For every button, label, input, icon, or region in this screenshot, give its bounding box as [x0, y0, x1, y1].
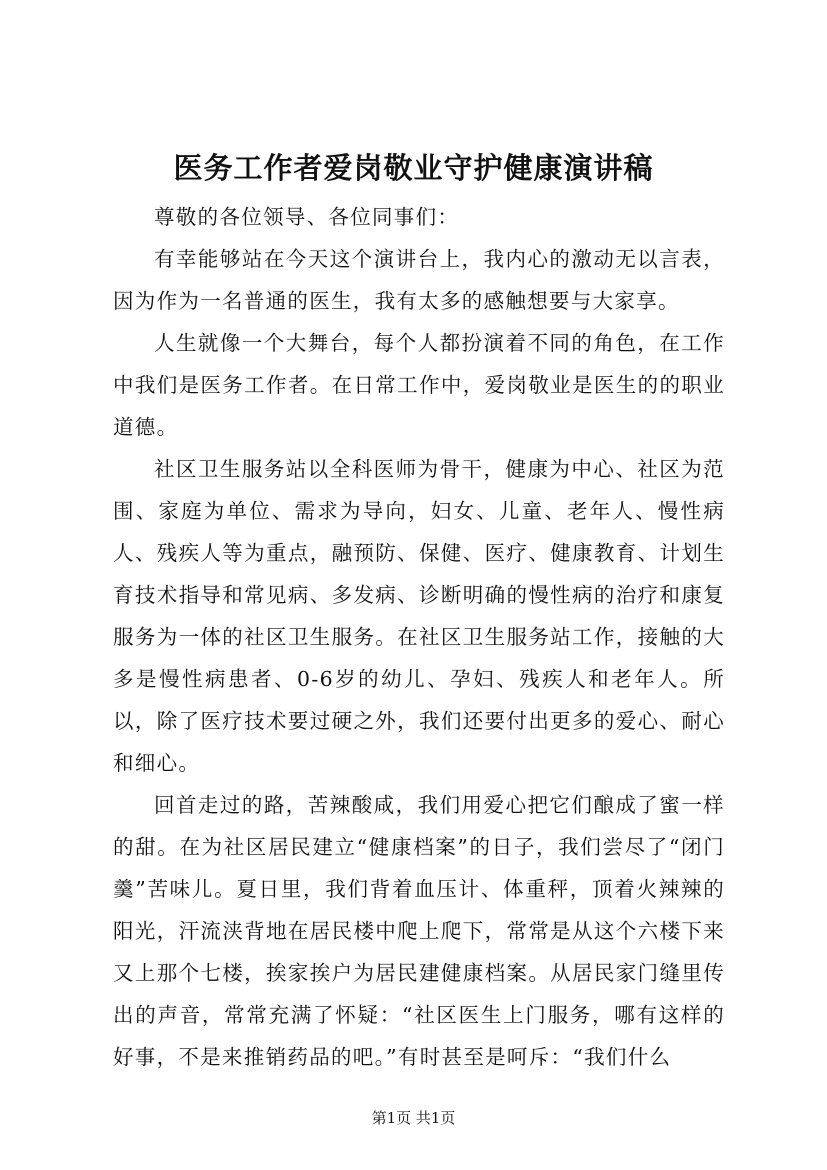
paragraph-3: 社区卫生服务站以全科医师为骨干，健康为中心、社区为范围、家庭为单位、需求为导向，妇女、儿童、老年人、慢性病人、残疾人等为重点，融预防、保健、医疗、健康教育、计划生育技术指导和常见病、多发病、诊断明确的慢性病的治疗和康复服务为一体的社区卫生服务。在社区卫生服务站工作，接触的大多是慢性病患者、0-6岁的幼儿、孕妇、残疾人和老年人。所以，除了医疗技术要过硬之外，我们还要付出更多的爱心、耐心和细心。 [113, 457, 725, 775]
document-body [113, 196, 725, 1078]
paragraph-4: 回首走过的路，苦辣酸咸，我们用爱心把它们酿成了蜜一样的甜。在为社区居民建立“健康档案”的日子，我们尝尽了“闭门羹”苦味儿。夏日里，我们背着血压计、体重秤，顶着火辣辣的阳光，汗流浃背地在居民楼中爬上爬下，常常是从这个六楼下来又上那个七楼，挨家挨户为居民建健康档案。从居民家门缝里传出的声音，常常充满了怀疑：“社区医生上门服务，哪有这样的好事，不是来推销药品的吧。”有时甚至是呵斥：“我们什么 [113, 793, 725, 1069]
paragraph-1: 有幸能够站在今天这个演讲台上，我内心的激动无以言表，因为作为一名普通的医生，我有太多的感触想要与大家享。 [113, 247, 725, 313]
paragraph-2: 人生就像一个大舞台，每个人都扮演着不同的角色，在工作中我们是医务工作者。在日常工作中，爱岗敬业是医生的的职业道德。 [113, 331, 725, 439]
page-number-footer: 第1页 共1页 [371, 1109, 456, 1127]
salutation: 尊敬的各位领导、各位同事们： [154, 205, 460, 229]
document-title: 医务工作者爱岗敬业守护健康演讲稿 [173, 151, 654, 185]
